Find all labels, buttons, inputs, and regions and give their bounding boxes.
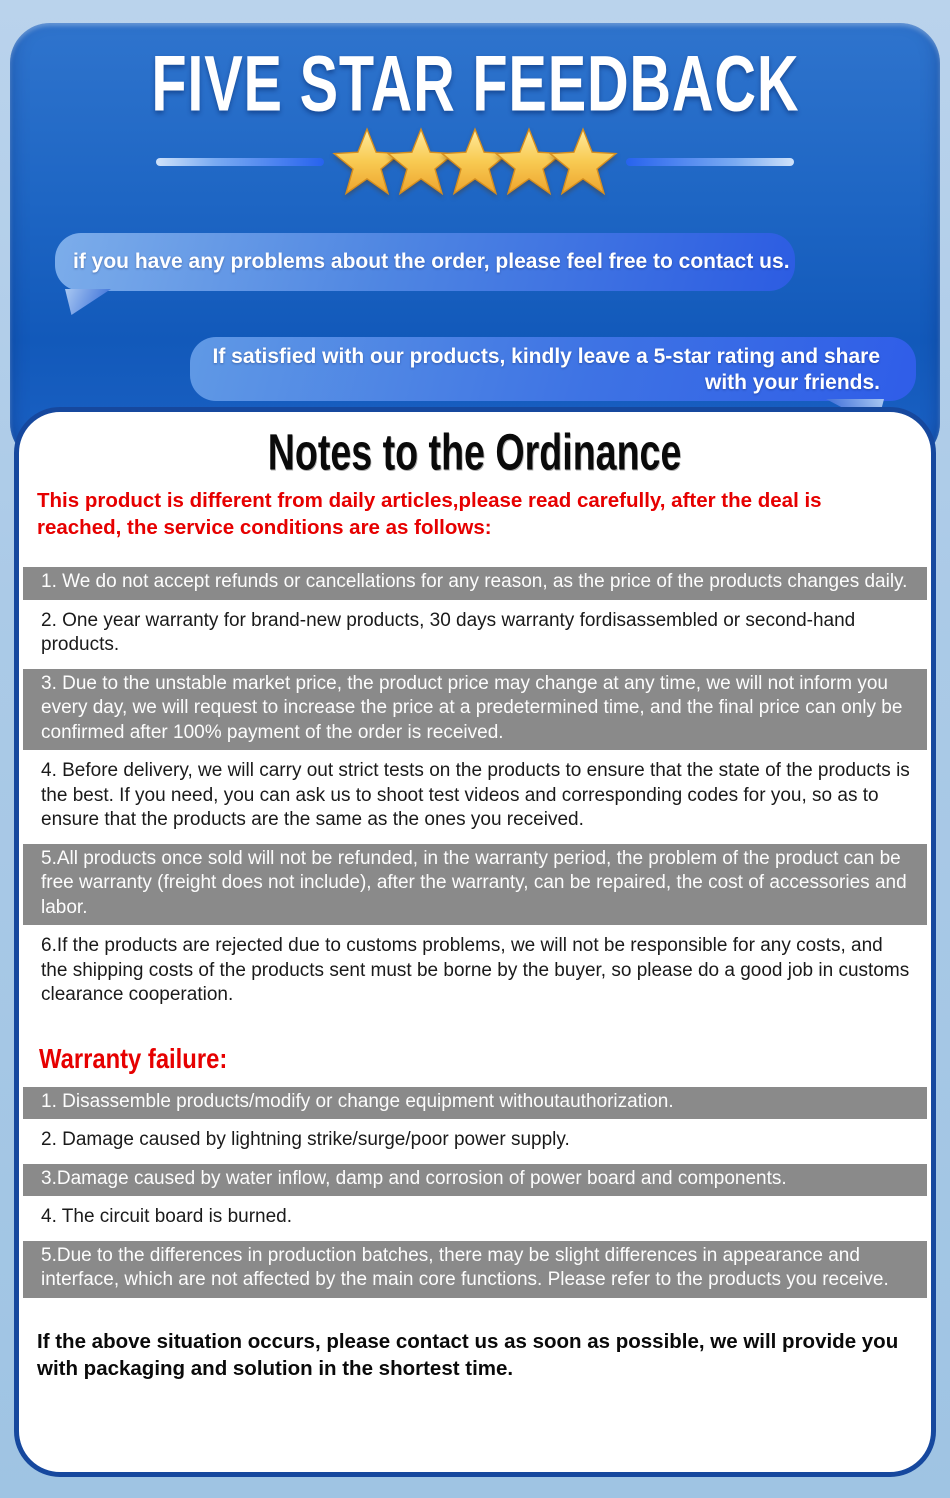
warranty-failure-list xyxy=(23,1087,927,1298)
list-item: 3. Due to the unstable market price, the product price may change at any time, we will not inform you every day, we will request to increase the price at a predetermined time, and the final price can only be confirmed after 100% payment of the order is received. xyxy=(23,669,927,751)
rating-bubble-line2: with your friends. xyxy=(704,371,880,394)
list-item: 2. Damage caused by lightning strike/surge/poor power supply. xyxy=(23,1125,927,1158)
notes-intro: This product is different from daily articles,please read carefully, after the deal is reached, the service conditions are as follows: xyxy=(37,489,822,539)
list-item: 4. The circuit board is burned. xyxy=(23,1202,927,1235)
notes-heading xyxy=(23,424,927,479)
list-item: 4. Before delivery, we will carry out strict tests on the products to ensure that the state of the products is the best. If you need, you can ask us to shoot test videos and corresponding codes for you, so as to ensure that the products are the same as the ones you received. xyxy=(23,756,927,838)
contact-speech-bubble xyxy=(55,233,795,291)
five-star-rating xyxy=(340,127,610,197)
warranty-failure-heading xyxy=(39,1043,927,1075)
contact-bubble-text: if you have any problems about the order, please feel free to contact us. xyxy=(73,250,790,273)
star-rating-row xyxy=(10,123,940,201)
list-item: 2. One year warranty for brand-new products, 30 days warranty fordisassembled or second-hand products. xyxy=(23,606,927,663)
divider-line-right xyxy=(626,158,794,166)
divider-line-left xyxy=(156,158,324,166)
notes-card xyxy=(14,407,936,1477)
list-item: 3.Damage caused by water inflow, damp and corrosion of power board and components. xyxy=(23,1164,927,1197)
notes-heading-text: Notes to the Ordinance xyxy=(268,422,682,481)
warranty-failure-heading-text: Warranty failure: xyxy=(39,1042,228,1074)
rating-speech-bubble xyxy=(190,337,916,401)
list-item: 5.All products once sold will not be refunded, in the warranty period, the problem of the product can be free warranty (freight does not include), after the warranty, can be repaired, the cost of accessories and labor. xyxy=(23,844,927,926)
service-conditions-list xyxy=(23,567,927,1013)
list-item: 1. We do not accept refunds or cancellations for any reason, as the price of the products changes daily. xyxy=(23,567,927,600)
rating-bubble-line1: If satisfied with our products, kindly leave a 5-star rating and share xyxy=(212,345,880,368)
feedback-title-text: FIVE STAR FEEDBACK xyxy=(151,39,799,128)
page-title xyxy=(10,23,940,128)
list-item: 6.If the products are rejected due to customs problems, we will not be responsible for any costs, and the shipping costs of the products sent must be borne by the buyer, so please do a good job in customs clearance cooperation. xyxy=(23,931,927,1013)
speech-bubble-tail xyxy=(65,289,111,315)
list-item: 5.Due to the differences in production batches, there may be slight differences in appearance and interface, which are not affected by the main core functions. Please refer to the products you receive. xyxy=(23,1241,927,1298)
feedback-panel xyxy=(10,23,940,463)
star-icon xyxy=(548,127,618,197)
footer-note: If the above situation occurs, please contact us as soon as possible, we will provide you with packaging and solution in the shortest time. xyxy=(37,1329,899,1380)
list-item: 1. Disassemble products/modify or change equipment withoutauthorization. xyxy=(23,1087,927,1120)
